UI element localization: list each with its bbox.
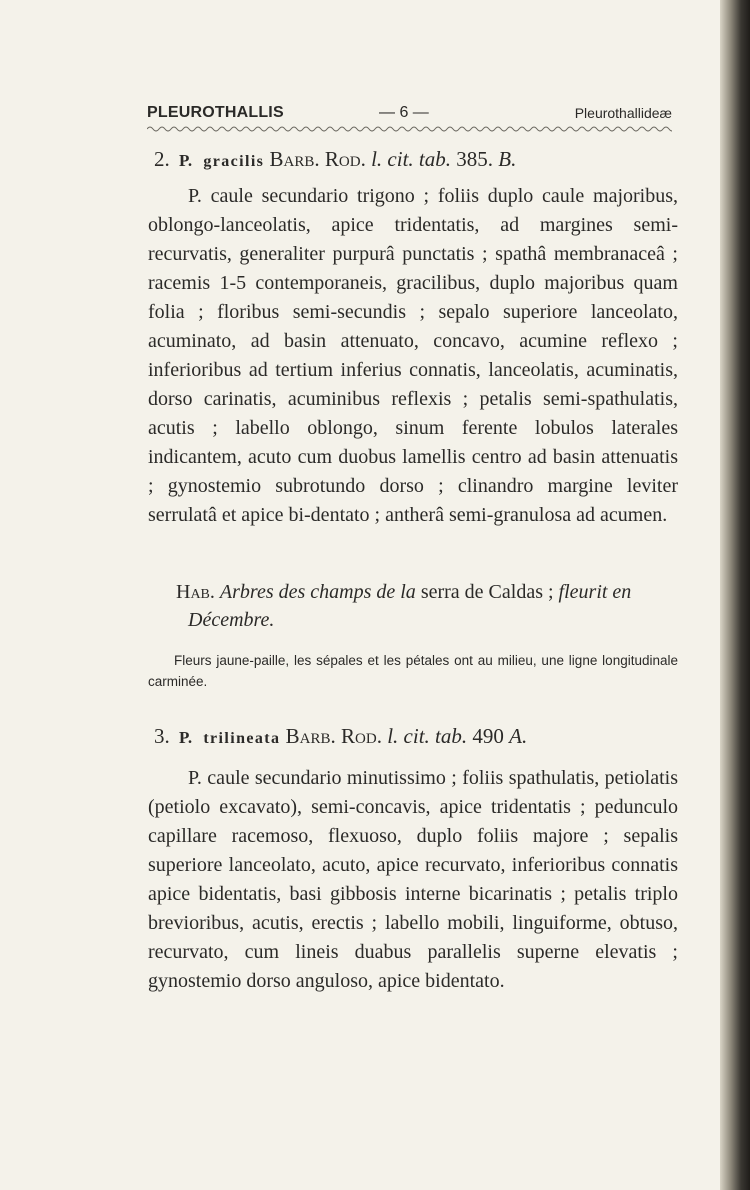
wavy-rule-divider — [147, 124, 672, 134]
entry-2-species: gracilis — [203, 153, 265, 170]
running-head-tribe: Pleurothallideæ — [574, 105, 672, 121]
entry-2-flower-note: Fleurs jaune-paille, les sépales et les pétales ont au milieu, une ligne longitudinale carminée. — [148, 653, 678, 689]
entry-2-description: P. caule secundario trigono ; foliis duplo caule majoribus, oblongo-lanceolatis, apice tridentatis, ad margines semi-recurvatis, generaliter purpurâ punctatis ; spathâ membranaceâ ; racemis 1-5 contemporaneis, gracilibus, duplo majoribus quam folia ; floribus semi-secundis ; sepalo superiore lanceolato, acuminato, ad basin attenuato, concavo, acumine reflexo ; inferioribus ad tertium inferius connatis, lanceolatis, acuminatis, dorso carinatis, acuminibus reflexis ; petalis semi-spathulatis, acutis ; labello oblongo, sinum ferente lobulos laterales indicantem, acuto cum duobus lamellis centro ad basin attenuatis ; gynostemio subrotundo dorso ; clinandro margine leviter serrulatâ et apice bi-dentato ; antherâ semi-granulosa ad acumen. — [148, 185, 678, 526]
entry-3-description: P. caule secundario minutissimo ; foliis spathulatis, petiolatis (petiolo excavato), semi-concavis, apice tridentatis ; pedunculo capillare racemoso, flexuoso, duplo foliis majore ; sepalis superiore lanceolato, acuto, apice recurvato, inferioribus connatis apice bidentatis, basi gibbosis interne bicarinatis ; petalis triplo brevioribus, acutis, erectis ; labello mobili, linguiforme, obtuso, recurvato, cum lineis duabus parallelis superne elevatis ; gynostemio dorso anguloso, apice bidentato. — [148, 767, 678, 992]
entry-3-citation: l. cit. tab. — [387, 724, 468, 748]
habitat-label: Hab. — [176, 581, 215, 603]
entry-3-plate-letter: A. — [509, 724, 528, 748]
page-number: — 6 — — [379, 104, 429, 121]
entry-2-plate: 385. — [456, 147, 493, 171]
entry-2-heading — [148, 145, 678, 176]
entry-3-heading — [148, 722, 678, 753]
entry-3-number: 3. — [154, 724, 170, 748]
entry-2-habitat — [148, 578, 718, 634]
page-edge-shadow — [720, 0, 750, 1190]
entry-3-species: trilineata — [203, 730, 281, 747]
entry-3-author: Barb. Rod. — [285, 724, 382, 748]
entry-2-plate-letter: B. — [498, 147, 517, 171]
entry-2-citation: l. cit. tab. — [371, 147, 451, 171]
entry-3-genus: P. — [179, 728, 193, 747]
entry-3-plate: 490 — [472, 724, 504, 748]
entry-2-genus: P. — [179, 151, 193, 170]
habitat-location: serra de Caldas ; — [420, 581, 554, 603]
entry-2-number: 2. — [154, 147, 170, 171]
entry-2-author: Barb. Rod. — [269, 147, 366, 171]
habitat-flowering: fleurit en Décembre. — [188, 581, 632, 631]
habitat-location-italic: Arbres des champs de la — [219, 581, 416, 603]
running-head-genus: PLEUROTHALLIS — [147, 104, 284, 121]
